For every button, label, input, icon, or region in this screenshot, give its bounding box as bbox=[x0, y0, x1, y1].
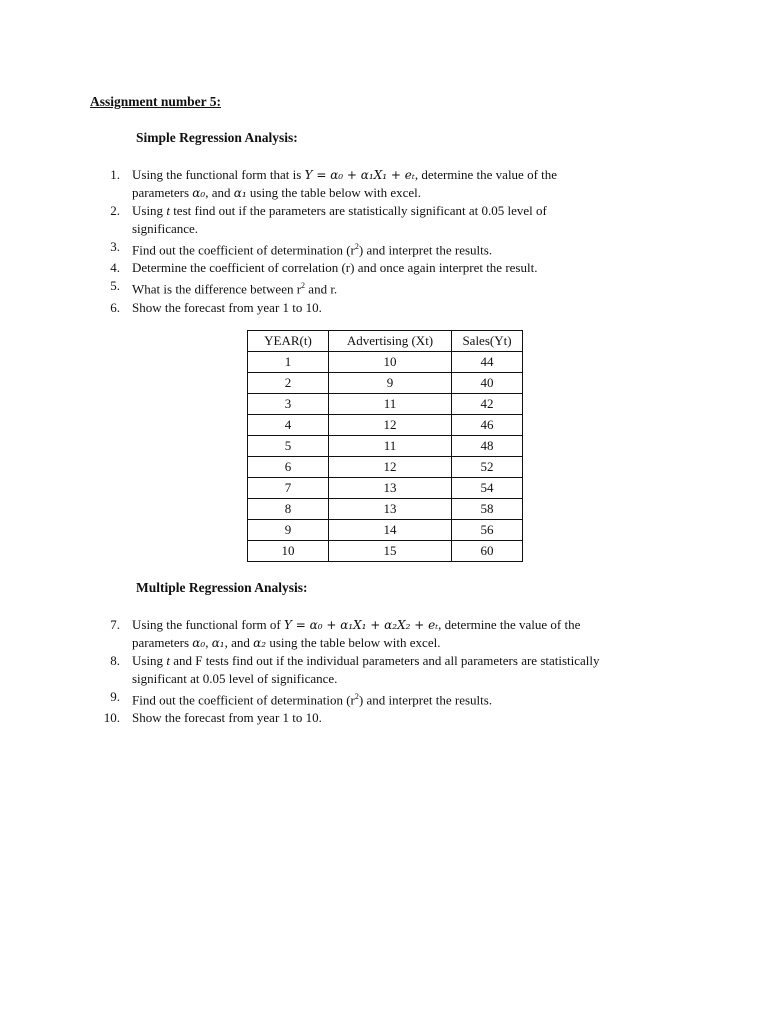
list-item: 6. Show the forecast from year 1 to 10. bbox=[110, 299, 322, 315]
table-cell: 52 bbox=[452, 457, 523, 478]
section-heading-simple: Simple Regression Analysis: bbox=[136, 130, 298, 145]
table-cell: 4 bbox=[248, 415, 329, 436]
table-cell: 48 bbox=[452, 436, 523, 457]
table-cell: 6 bbox=[248, 457, 329, 478]
table-row bbox=[248, 436, 523, 457]
list-item: 2. Using t test find out if the parameters are statistically significant at 0.05 level of significance. bbox=[110, 203, 547, 236]
multiple-regression-list bbox=[100, 616, 700, 727]
table-cell: 12 bbox=[329, 415, 452, 436]
table-cell: 40 bbox=[452, 373, 523, 394]
table-cell: 13 bbox=[329, 478, 452, 499]
table-cell: 1 bbox=[248, 352, 329, 373]
table-cell: 58 bbox=[452, 499, 523, 520]
list-item: 1. Using the functional form that is Y = α₀ + α₁X₁ + eₜ, determine the value of the parameters α₀, and α₁ using the table below with excel. bbox=[110, 167, 558, 200]
list-item: 5. What is the difference between $r^2$ and r. bbox=[110, 278, 338, 297]
table-cell: 9 bbox=[248, 520, 329, 541]
table-row bbox=[248, 457, 523, 478]
table-row bbox=[248, 478, 523, 499]
table-cell: 13 bbox=[329, 499, 452, 520]
table-cell: 11 bbox=[329, 436, 452, 457]
column-header-advertising: Advertising (Xt) bbox=[329, 331, 452, 352]
table-cell: 42 bbox=[452, 394, 523, 415]
table-cell: 7 bbox=[248, 478, 329, 499]
table-cell: 10 bbox=[329, 352, 452, 373]
section-heading-multiple: Multiple Regression Analysis: bbox=[136, 580, 308, 595]
list-item: 3. Find out the coefficient of determination $(r^2)$ and interpret the results. bbox=[110, 239, 493, 258]
column-header-year: YEAR(t) bbox=[248, 331, 329, 352]
data-table bbox=[247, 330, 523, 562]
page-title: Assignment number 5: bbox=[90, 94, 222, 109]
table-cell: 8 bbox=[248, 499, 329, 520]
table-row bbox=[248, 541, 523, 562]
simple-regression-list bbox=[100, 166, 700, 317]
table-cell: 11 bbox=[329, 394, 452, 415]
table-cell: 12 bbox=[329, 457, 452, 478]
table-row bbox=[248, 520, 523, 541]
equation: Y = α₀ + α₁X₁ + α₂X₂ + eₜ bbox=[284, 618, 439, 632]
table-header-row bbox=[248, 331, 523, 352]
table-cell: 60 bbox=[452, 541, 523, 562]
list-item: 7. Using the functional form of Y = α₀ + α₁X₁ + α₂X₂ + eₜ, determine the value of the parameters α₀, α₁, and α₂ using the table below with excel. bbox=[110, 617, 581, 650]
table-row bbox=[248, 352, 523, 373]
table-row bbox=[248, 373, 523, 394]
table-row bbox=[248, 499, 523, 520]
table-row bbox=[248, 394, 523, 415]
table-cell: 54 bbox=[452, 478, 523, 499]
table-cell: 56 bbox=[452, 520, 523, 541]
list-item: 9. Find out the coefficient of determination $(r^2)$ and interpret the results. bbox=[110, 689, 493, 708]
equation: Y = α₀ + α₁X₁ + eₜ bbox=[304, 168, 415, 182]
table-cell: 44 bbox=[452, 352, 523, 373]
table-cell: 9 bbox=[329, 373, 452, 394]
column-header-sales: Sales(Yt) bbox=[452, 331, 523, 352]
list-item: 4. Determine the coefficient of correlation (r) and once again interpret the result. bbox=[110, 260, 538, 276]
table-cell: 14 bbox=[329, 520, 452, 541]
table-cell: 2 bbox=[248, 373, 329, 394]
table-cell: 10 bbox=[248, 541, 329, 562]
table-cell: 5 bbox=[248, 436, 329, 457]
table-cell: 46 bbox=[452, 415, 523, 436]
table-row bbox=[248, 415, 523, 436]
list-item: 10. Show the forecast from year 1 to 10. bbox=[103, 710, 322, 726]
table-cell: 15 bbox=[329, 541, 452, 562]
table-cell: 3 bbox=[248, 394, 329, 415]
list-item: 8. Using t and F tests find out if the individual parameters and all parameters are statistically significant at 0.05 level of significance. bbox=[110, 653, 600, 686]
